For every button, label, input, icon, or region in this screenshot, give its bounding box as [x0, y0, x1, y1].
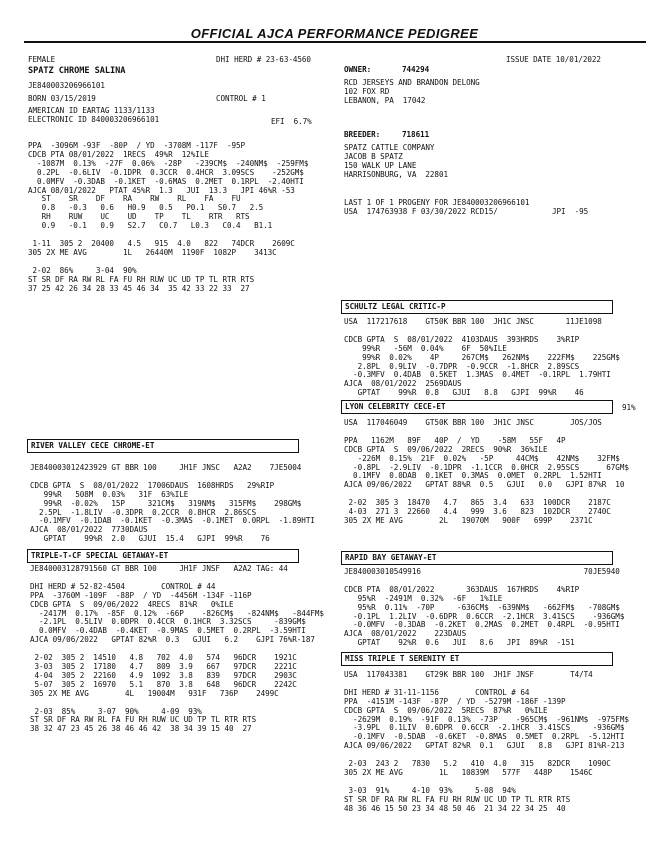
breeder-line-2: JACOB B SPATZ [344, 152, 403, 161]
control-number: CONTROL # 1 [216, 94, 266, 103]
electronic-id: ELECTRONIC ID 840003206966101 [28, 115, 160, 124]
sire-details: USA 117217618 GT50K BBR 100 JH1C JNSC 11JE1098 CDCB GPTA S 08/01/2022 4103DAUS 393HRDS 3%RIP 99%R -56M 0.04% 6F 50%ILE 99%R 0.02% 4P 267CM$ 262NM$ 222FM$ 225GM$ 2.8PL 0.9LIV -0.7DPR -0.9CCR -1.8HCR 2.89SCS -0.3MFV 0.4DAB 0.5KET 1.3MAS 0.4MET -0.1RPL 1.79HTI AJCA 08/01/2022 2569DAUS GPTAT 99%R 0.8 GJUI 8.8 GJPI 99%R 46 [344, 317, 620, 398]
river-valley-rule [27, 452, 299, 453]
rapid-bay-details: JE840003010549916 70JE5940 CDCB PTA 08/01/2022 363DAUS 167HRDS 4%RIP 95%R -2491M 0.32% -6F 1%ILE 95%R 0.11% -70P -636CM$ -639NM$ -662FM$ -708GM$ -0.1PL 1.2LIV -0.6DPR 0.6CCR -2.1HCR 3.41SCS -936GM$ -0.0MFV -0.3DAB -0.2KET 0.2MAS 0.2MET 0.4RPL -0.95HTI AJCA 08/01/2022 223DAUS GPTAT 92%R 0.6 JUI 8.6 JPI 89%R -151 [344, 567, 625, 648]
breeder-line-4: HARRISONBURG, VA 22801 [344, 170, 449, 179]
owner-line-3: LEBANON, PA 17042 [344, 96, 426, 105]
dam-rule [27, 562, 299, 563]
sire-sire-details: USA 117046049 GT50K BBR 100 JH1C JNSC JOS/JOS PPA 1162M 89F 40P / YD -58M 55F 4P CDCB GPTA S 09/06/2022 2RECS 90%R 36%ILE -226M 0.15% 21F 0.02% -5P 44CM$ 42NM$ 32FM$ -0.8PL -2.9LIV -0.1DPR -1.1CCR 0.0HCR 2.95SCS 67GM$ 0.1MFV 0.0DAB 0.1KET 0.3MAS 0.0MET 0.2RPL 1.52HTI AJCA 09/06/2022 GPTAT 88%R 0.5 GJUI 0.0 GJPI 87%R 10 2-02 305 3 18470 4.7 865 3.4 633 100DCR 2187C 4-03 271 3 22660 4.4 999 3.6 823 102DCR 2740C 305 2X ME AVG 2L 19070M 900F 699P 2371C [344, 418, 629, 525]
efi: EFI 6.7% [271, 117, 312, 126]
miss-triple-details: USA 117043381 GT29K BBR 100 JH1F JNSF T4/T4 DHI HERD # 31-11-1156 CONTROL # 64 PPA -4151M -143F -87P / YD -5279M -186F -139P CDCB GPTA S 09/06/2022 5RECS 87%R 0%ILE -2629M 0.19% -91F 0.13% -73P -965CM$ -961NM$ -975FM$ -3.9PL 0.1LIV 0.6DPR 0.6CCR -2.1HCR 3.41SCS -936GM$ -0.1MFV -0.5DAB -0.6KET -0.8MAS 0.5MET 0.2RPL -5.12HTI AJCA 09/06/2022 GPTAT 82%R 0.1 GJUI 8.8 GJPI 81%R-213 2-03 243 2 7830 5.2 410 4.0 315 82DCR 1090C 305 2X ME AVG 1L 10839M 577F 448P 1546C 3-03 91% 4-10 93% 5-08 94% ST SR DF RA RW RL FA FU RH RUW UC UD TP TL RTR RTS 48 36 46 15 50 23 34 48 50 46 21 34 22 34 25 40 [344, 670, 629, 813]
breeder-line-3: 150 WALK UP LANE [344, 161, 417, 170]
owner-number: 744294 [402, 65, 430, 74]
american-id: AMERICAN ID EARTAG 1133/1133 [28, 106, 155, 115]
river-valley-details: JE840003012423929 GT BBR 100 JH1F JNSC A2A2 7JE5004 CDCB GPTA S 08/01/2022 17006DAUS 1608HRDS 29%RIP 99%R 508M 0.03% 31F 63%ILE 99%R -0.02% 15P 321CM$ 319NM$ 315FM$ 298GM$ 2.5PL -1.8LIV -0.3DPR 0.2CCR 0.8HCR 2.86SCS -0.1MFV -0.1DAB -0.1KET -0.3MAS -0.1MET 0.0RPL -1.89HTI AJCA 08/01/2022 7730DAUS GPTAT 99%R 2.0 GJUI 15.4 GJPI 99%R 76 [30, 463, 315, 544]
main-animal-evaluation: PPA -3096M -93F -80P / YD -3708M -117F -95P CDCB PTA 08/01/2022 1RECS 49%R 12%ILE -1087M 0.13% -27F 0.06% -28P -239CM$ -240NM$ -259FM$ 0.2PL -0.6LIV -0.1DPR 0.3CCR 0.4HCR 3.09SCS -252GM$ 0.0MFV -0.3DAB -0.1KET -0.6MAS 0.2MET 0.1RPL -2.40HTI AJCA 08/01/2022 PTAT 45%R 1.3 JUI 13.3 JPI 46%R -53 ST SR DF RA RW RL FA FU 0.8 -0.3 0.6 H0.9 0.5 P0.1 S0.7 2.5 RH RUW UC UD TP TL RTR RTS 0.9 -0.1 0.9 S2.7 C0.7 L0.3 C0.4 B1.1 1-11 305 2 20400 4.5 915 4.0 822 74DCR 2609C 305 2X ME AVG 1L 26440M 1190F 1082P 3413C 2-02 86% 3-04 90% ST SR DF RA RW RL FA FU RH RUW UC UD TP TL RTR RTS 37 25 42 26 34 28 33 45 46 34 35 42 33 22 33 27 [28, 141, 309, 293]
title-rule [24, 41, 646, 43]
sire-rule [341, 313, 613, 314]
dam-details: JE840003128791560 GT BBR 100 JH1F JNSF A2A2 TAG: 44 DHI HERD # 52-82-4504 CONTROL # 44 PPA -3760M -109F -88P / YD -4456M -134F -116P CDCB GPTA S 09/06/2022 4RECS 81%R 0%ILE -2417M 0.17% -85F 0.12% -66P -826CM$ -824NM$ -844FM$ -2.1PL 0.5LIV 0.0DPR 0.4CCR 0.1HCR 3.32SCS -839GM$ 0.0MFV -0.4DAB -0.4KET -0.9MAS 0.5MET 0.2RPL -3.59HTI AJCA 09/06/2022 GPTAT 82%R 0.3 GJUI 6.2 GJPI 76%R-187 2-02 305 2 14510 4.8 702 4.0 574 96DCR 1921C 3-03 305 2 17180 4.7 809 3.9 667 97DCR 2221C 4-04 305 2 22160 4.9 1092 3.8 839 97DCR 2903C 5-07 305 2 16970 5.1 870 3.8 648 96DCR 2242C 305 2X ME AVG 4L 19004M 931F 736P 2499C 2-03 85% 3-07 90% 4-09 93% ST SR DF RA RW RL FA FU RH RUW UC UD TP TL RTR RTS 38 32 47 23 45 26 38 46 46 42 38 34 39 15 40 27 [30, 564, 324, 734]
breeder-number: 718611 [402, 130, 430, 139]
miss-triple-name: MISS TRIPLE T SERENITY ET [341, 652, 613, 665]
owner-label: OWNER: [344, 65, 372, 74]
animal-id: JE840003206966101 [28, 81, 105, 90]
owner-line-1: RCD JERSEYS AND BRANDON DELONG [344, 78, 480, 87]
owner-line-2: 102 FOX RD [344, 87, 390, 96]
dam-name: TRIPLE-T-CF SPECIAL GETAWAY-ET [27, 549, 299, 562]
sire-sire-rule [341, 413, 613, 414]
progeny-line-1: LAST 1 OF 1 PROGENY FOR JE840003206966101 [344, 198, 530, 207]
miss-triple-rule [341, 665, 613, 666]
page-title: OFFICIAL AJCA PERFORMANCE PEDIGREE [190, 26, 479, 41]
rapid-bay-rule [341, 564, 613, 565]
animal-name: SPATZ CHROME SALINA [28, 66, 126, 76]
sire-sire-name: LYON CELEBRITY CECE-ET [341, 400, 613, 413]
sire-sire-side-percent: 91% [622, 403, 636, 412]
river-valley-name: RIVER VALLEY CECE CHROME-ET [27, 439, 299, 452]
sire-name: SCHULTZ LEGAL CRITIC-P [341, 300, 613, 313]
progeny-line-2: USA 174763938 F 03/30/2022 RCD15/ JPI -95 [344, 207, 589, 216]
issue-date: ISSUE DATE 10/01/2022 [506, 55, 601, 64]
breeder-line-1: SPATZ CATTLE COMPANY [344, 143, 435, 152]
breeder-label: BREEDER: [344, 130, 381, 139]
dhi-herd: DHI HERD # 23-63-4560 [216, 55, 311, 64]
sex: FEMALE [28, 55, 56, 64]
rapid-bay-name: RAPID BAY GETAWAY-ET [341, 551, 613, 564]
born-date: BORN 03/15/2019 [28, 94, 96, 103]
